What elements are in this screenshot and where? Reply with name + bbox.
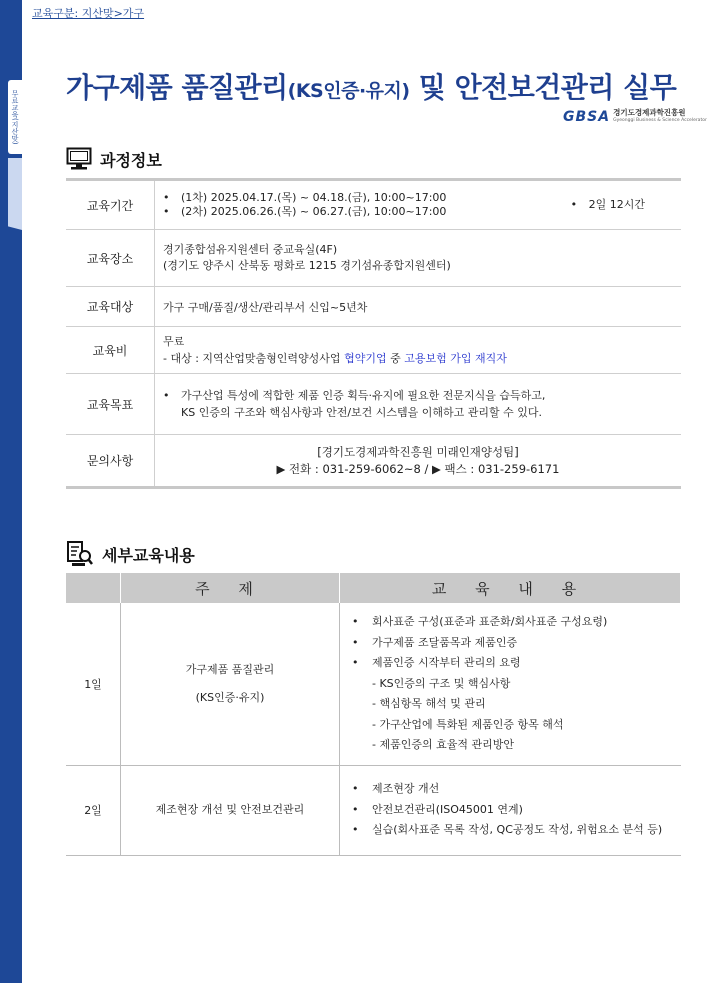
value-contact [155, 435, 682, 488]
value-place [155, 230, 682, 287]
label-goal: 교육목표 [66, 374, 155, 435]
details-heading [66, 540, 195, 568]
title-paren: (KS인증·유지) [287, 80, 410, 102]
row-period [66, 180, 681, 230]
value-goal [155, 374, 682, 435]
details-row-day1 [66, 603, 681, 765]
sidebar-tab-decoration [8, 158, 22, 230]
place-line-2: (경기도 양주시 산북동 평화로 1215 경기섬유종합지원센터) [163, 259, 451, 272]
header-day [66, 573, 121, 603]
day2-label: 2일 [66, 765, 121, 855]
details-row-day2 [66, 765, 681, 855]
day1-content [340, 603, 681, 765]
day2-content [340, 765, 681, 855]
goal-item [163, 387, 673, 421]
day2-topic-line-1: 제조현장 개선 및 안전보건관리 [155, 803, 305, 816]
day1-topic-line-2: (KS인증·유지) [195, 690, 265, 704]
details-table [66, 573, 681, 856]
sidebar-tab-free-education[interactable] [8, 80, 22, 154]
header-content: 교 육 내 용 [340, 573, 681, 603]
row-goal [66, 374, 681, 435]
day1-item-3: • 제품인증 시작부터 관리의 요령 [352, 653, 680, 674]
logo-name-en: Gyeonggi Business & Science Accelerator [613, 118, 707, 123]
contact-team: [경기도경제과학진흥원 미래인재양성팀] [317, 444, 519, 459]
page-title [66, 66, 686, 106]
value-period [155, 180, 682, 230]
day1-subitem-3: - 가구산업에 특화된 제품인증 항목 해석 [372, 717, 564, 731]
header-topic: 주 제 [121, 573, 340, 603]
row-target [66, 287, 681, 327]
day1-label: 1일 [66, 603, 121, 765]
day1-subitem-4: - 제품인증의 효율적 관리방안 [372, 738, 514, 751]
row-place [66, 230, 681, 287]
title-main: 가구제품 품질관리 [66, 71, 288, 104]
day1-subitem-2: - 핵심항목 해석 및 관리 [372, 697, 486, 710]
duration-list [571, 198, 645, 212]
label-place: 교육장소 [66, 230, 155, 287]
label-target: 교육대상 [66, 287, 155, 327]
day2-item-2: • 안전보건관리(ISO45001 연계) [352, 800, 680, 821]
goal-line-2: KS 인증의 구조와 핵심사항과 안전/보건 시스템을 이해하고 관리할 수 있다. [181, 406, 543, 419]
day2-content-list [352, 779, 680, 841]
fee-line-2 [163, 350, 673, 367]
value-fee [155, 327, 682, 374]
fee-line-1: 무료 [163, 335, 185, 348]
day2-topic [121, 765, 340, 855]
day1-content-list [352, 612, 680, 756]
logo-name-ko: 경기도경제과학진흥원 [613, 108, 686, 117]
period-item-1: • (1차) 2025.04.17.(목) ~ 04.18.(금), 10:00~17:00 [163, 191, 446, 205]
fee-insured-employee: 고용보험 가입 재직자 [404, 352, 507, 365]
row-contact [66, 435, 681, 488]
label-contact: 문의사항 [66, 435, 155, 488]
monitor-icon [66, 147, 92, 171]
goal-list [163, 387, 673, 421]
document-magnifier-icon [66, 540, 94, 568]
label-fee: 교육비 [66, 327, 155, 374]
period-item-2: • (2차) 2025.06.26.(목) ~ 06.27.(금), 10:00~17:00 [163, 205, 446, 219]
label-period: 교육기간 [66, 180, 155, 230]
breadcrumb[interactable]: 교육구분: 지산맞>가구 [32, 7, 145, 20]
row-fee [66, 327, 681, 374]
course-info-table [66, 178, 681, 489]
course-info-heading [66, 147, 162, 171]
goal-line-1: 가구산업 특성에 적합한 제품 인증 획득·유지에 필요한 전문지식을 습득하고, [181, 389, 546, 402]
value-target: 가구 구매/품질/생산/관리부서 신입~5년차 [155, 287, 682, 327]
course-info-heading-text: 과정정보 [100, 150, 162, 170]
title-rest: 및 안전보건관리 실무 [409, 71, 677, 104]
fee-target-mid: 중 [386, 352, 405, 365]
day1-subitem-1: - KS인증의 구조 및 핵심사항 [372, 676, 511, 690]
logo-names [613, 109, 707, 125]
day1-topic-line-1: 가구제품 품질관리 [185, 662, 275, 676]
fee-target-prefix: - 대상 : 지역산업맞춤형인력양성사업 [163, 352, 345, 365]
details-header-row [66, 573, 681, 603]
place-line-1: 경기종합섬유지원센터 중교육실(4F) [163, 243, 338, 256]
contact-phone-fax: ▶ 전화 : 031-259-6062~8 / ▶ 팩스 : 031-259-6171 [276, 461, 560, 476]
day1-item-2: • 가구제품 조달품목과 제품인증 [352, 633, 680, 654]
logo-mark: GBSA [563, 109, 611, 125]
day2-item-1: • 제조현장 개선 [352, 779, 680, 800]
day1-topic [121, 603, 340, 765]
fee-partner-company: 협약기업 [344, 352, 387, 365]
period-list [163, 191, 446, 219]
sidebar-tab-label: 무료교육(지산맞) [11, 89, 19, 145]
gbsa-logo [563, 108, 707, 126]
duration-text: • 2일 12시간 [571, 198, 645, 212]
day1-item-1: • 회사표준 구성(표준과 표준화/회사표준 구성요령) [352, 612, 680, 633]
day2-item-3: • 실습(회사표준 목록 작성, QC공정도 작성, 위험요소 분석 등) [352, 820, 680, 841]
details-heading-text: 세부교육내용 [102, 545, 195, 565]
